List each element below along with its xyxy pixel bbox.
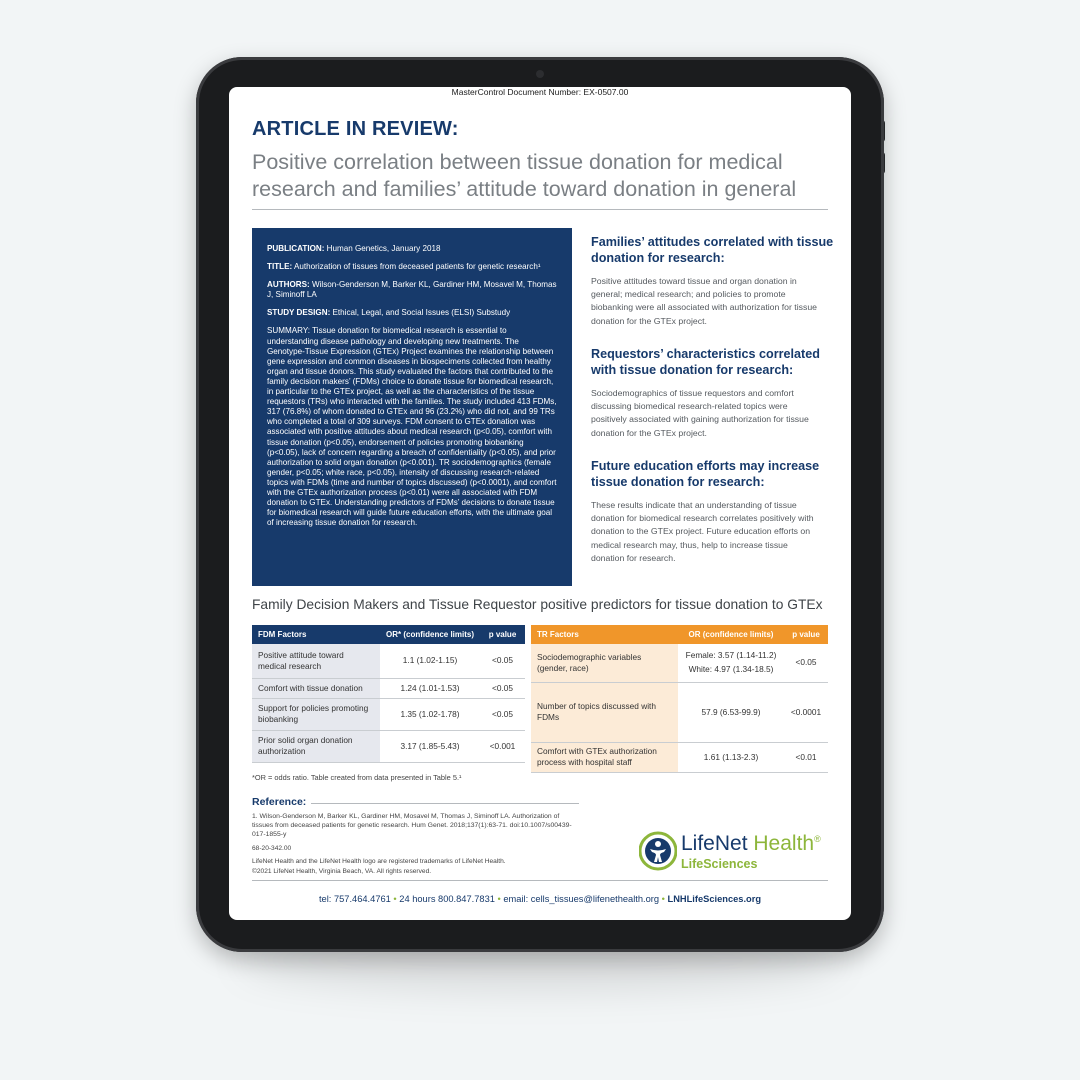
fdm-pvalue-cell: <0.05 <box>480 678 525 698</box>
headline-line-2: research and families’ attitude toward donation in general <box>252 177 797 201</box>
contact-separator: • <box>497 894 501 904</box>
summary-box <box>252 228 572 586</box>
logo-name-part1: LifeNet <box>681 832 748 855</box>
summary-text: SUMMARY: Tissue donation for biomedical research is essential to understanding disease pathology and developing new treatments. The Genotype-Tissue Expression (GTEx) Project examines the relationship between gene expression and common diseases in biospecimens collected from healthy organ and tissue donors. This study evaluated the factors that contributed to the family decision makers’ (FDMs) choice to donate tissue for biomedical research, in particular to the GTEx project, as well as the characteristics of the tissue requestors (TRs) who interacted with the families. The study included 413 FDMs, 317 (76.8%) of whom donated to GTEx and 96 (23.2%) who did not, and 99 TRs who completed a total of 309 surveys. FDM consent to GTEx donation was associated with positive attitudes about medical research (p<0.05), comfort with tissue donation (p<0.05), endorsement of policies promoting biobanking (p<0.05), lack of concern regarding a breach of confidentiality (p<0.05), and prior authorization to solid organ donation (p<0.001). TR sociodemographics (female gender, p<0.05; white race, p<0.05), intensity of discussing research-related topics with FDMs (time and number of topics discussed) (p<0.0001), and comfort with the GTEx authorization process (p<0.01) were all associated with FDM donation to GTEx. Understanding predictors of FDMs’ decisions to donate tissue for biomedical research will guide future education efforts, with the ultimate goal of increasing tissue donation for research. <box>267 326 557 528</box>
tr-factor-cell: Comfort with GTEx authorization process with hospital staff <box>531 742 678 772</box>
finding-1-body: Positive attitudes toward tissue and organ donation in general; medical research; and policies to promote biobanking were all associated with authorization for tissue donation for the GTEx project. <box>591 276 818 326</box>
tr-factor-cell: Sociodemographic variables (gender, race) <box>531 644 678 682</box>
table-row <box>531 742 828 772</box>
contact-email[interactable]: email: cells_tissues@lifenethealth.org <box>503 894 660 904</box>
reference-heading: Reference: <box>252 796 307 808</box>
fdm-or-cell: 3.17 (1.85-5.43) <box>380 730 480 762</box>
fdm-factors-table <box>252 625 525 763</box>
table-row <box>252 678 525 698</box>
lifenet-logo-icon <box>639 831 677 871</box>
tr-table-header <box>531 625 828 644</box>
publication-line <box>267 244 557 254</box>
legal-block <box>252 844 506 876</box>
finding-2-heading: Requestors’ characteristics correlated with tissue donation for research: <box>591 347 820 377</box>
contact-separator: • <box>393 894 397 904</box>
article-eyebrow: ARTICLE IN REVIEW: <box>252 118 459 140</box>
tr-factor-cell: Number of topics discussed with FDMs <box>531 682 678 742</box>
publication-value: Human Genetics, January 2018 <box>326 244 441 253</box>
logo-subbrand: LifeSciences <box>681 857 758 871</box>
contact-tel[interactable]: tel: 757.464.4761 <box>318 894 391 904</box>
fdm-or-cell: 1.35 (1.02-1.78) <box>380 698 480 730</box>
contact-hours: 24 hours 800.847.7831 <box>399 894 495 904</box>
authors-value: Wilson-Genderson M, Barker KL, Gardiner HM, Mosavel M, Thomas J, Siminoff LA <box>267 280 557 300</box>
headline-line-1: Positive correlation between tissue donation for medical <box>252 150 783 174</box>
fdm-header-pvalue: p value <box>480 625 525 644</box>
reference-text: 1. Wilson-Genderson M, Barker KL, Gardiner HM, Mosavel M, Thomas J, Siminoff LA. Authorization of tissues from deceased patients for genetic research. Hum Genet. 2018;137(1):63-71. doi:10.1007/s00439-017-1855-y <box>252 813 572 839</box>
finding-3-body: These results indicate that an understanding of tissue donation for biomedical research correlates positively with donation to the GTEx project. Future education efforts on medical research may, thus, help to increase tissue donation for research. <box>591 500 814 563</box>
fdm-pvalue-cell: <0.001 <box>480 730 525 762</box>
authors-line <box>267 280 557 300</box>
table-footnote: *OR = odds ratio. Table created from data presented in Table 5.¹ <box>252 773 462 782</box>
tr-pvalue-cell: <0.05 <box>784 644 828 682</box>
table-row <box>531 682 828 742</box>
tr-or-female: Female: 3.57 (1.14-11.2) <box>685 650 777 661</box>
tr-or-cell <box>678 644 784 682</box>
tr-pvalue-cell: <0.0001 <box>784 682 828 742</box>
document-number: MasterControl Document Number: EX-0507.00 <box>451 87 629 97</box>
table-row <box>531 644 828 682</box>
fdm-pvalue-cell: <0.05 <box>480 644 525 678</box>
table-row <box>252 644 525 678</box>
fdm-factor-cell: Positive attitude toward medical research <box>252 644 380 678</box>
fdm-header-factor: FDM Factors <box>252 625 380 644</box>
legal-trademark: LifeNet Health and the LifeNet Health logo are registered trademarks of LifeNet Health. <box>252 858 506 866</box>
fdm-or-cell: 1.24 (1.01-1.53) <box>380 678 480 698</box>
headline-divider <box>252 209 828 210</box>
article-headline <box>252 149 842 203</box>
contact-website-link[interactable]: LNHLifeSciences.org <box>667 894 762 904</box>
tr-header-pvalue: p value <box>784 625 828 644</box>
title-label: TITLE: <box>267 262 293 272</box>
authors-label: AUTHORS: <box>267 280 310 290</box>
reference-divider <box>311 803 579 804</box>
tr-pvalue-cell: <0.01 <box>784 742 828 772</box>
tablet-camera-icon <box>536 70 544 78</box>
tablet-screen <box>229 87 851 920</box>
footer-divider <box>252 880 828 881</box>
study-design-label: STUDY DESIGN: <box>267 308 331 318</box>
tr-or-white: White: 4.97 (1.34-18.5) <box>688 664 774 675</box>
table-row <box>252 698 525 730</box>
tr-or-cell: 57.9 (6.53-99.9) <box>678 682 784 742</box>
finding-2-body: Sociodemographics of tissue requestors and comfort discussing biomedical research-related topics were positively associated with gaining authorization for tissue donation for the GTEx project. <box>591 388 809 438</box>
tr-header-factor: TR Factors <box>531 625 678 644</box>
fdm-or-cell: 1.1 (1.02-1.15) <box>380 644 480 678</box>
fdm-table-header <box>252 625 525 644</box>
tr-header-or: OR (confidence limits) <box>678 625 784 644</box>
fdm-factor-cell: Prior solid organ donation authorization <box>252 730 380 762</box>
legal-copyright: ©2021 LifeNet Health, Virginia Beach, VA. All rights reserved. <box>252 867 432 875</box>
study-design-value: Ethical, Legal, and Social Issues (ELSI) Substudy <box>332 308 511 318</box>
title-value: Authorization of tissues from deceased patients for genetic research¹ <box>294 262 541 272</box>
fdm-pvalue-cell: <0.05 <box>480 698 525 730</box>
contact-line <box>229 894 851 904</box>
title-line <box>267 262 557 272</box>
tr-or-cell: 1.61 (1.13-2.3) <box>678 742 784 772</box>
table-title: Family Decision Makers and Tissue Requestor positive predictors for tissue donation to GTEx <box>252 597 823 612</box>
tr-factors-table <box>531 625 828 773</box>
finding-3-heading: Future education efforts may increase tissue donation for research: <box>591 459 820 489</box>
fdm-factor-cell: Comfort with tissue donation <box>252 678 380 698</box>
study-design-line <box>267 308 557 318</box>
legal-code: 68-20-342.00 <box>252 845 292 852</box>
fdm-factor-cell: Support for policies promoting biobanking <box>252 698 380 730</box>
logo-wordmark <box>681 832 821 856</box>
logo-name-part2: Health <box>753 832 815 855</box>
finding-1-heading: Families’ attitudes correlated with tissue donation for research: <box>591 235 834 265</box>
logo-registered-mark: ® <box>814 834 821 844</box>
fdm-header-or: OR* (confidence limits) <box>380 625 480 644</box>
contact-separator: • <box>661 894 665 904</box>
publication-label: PUBLICATION: <box>267 244 325 253</box>
table-row <box>252 730 525 762</box>
